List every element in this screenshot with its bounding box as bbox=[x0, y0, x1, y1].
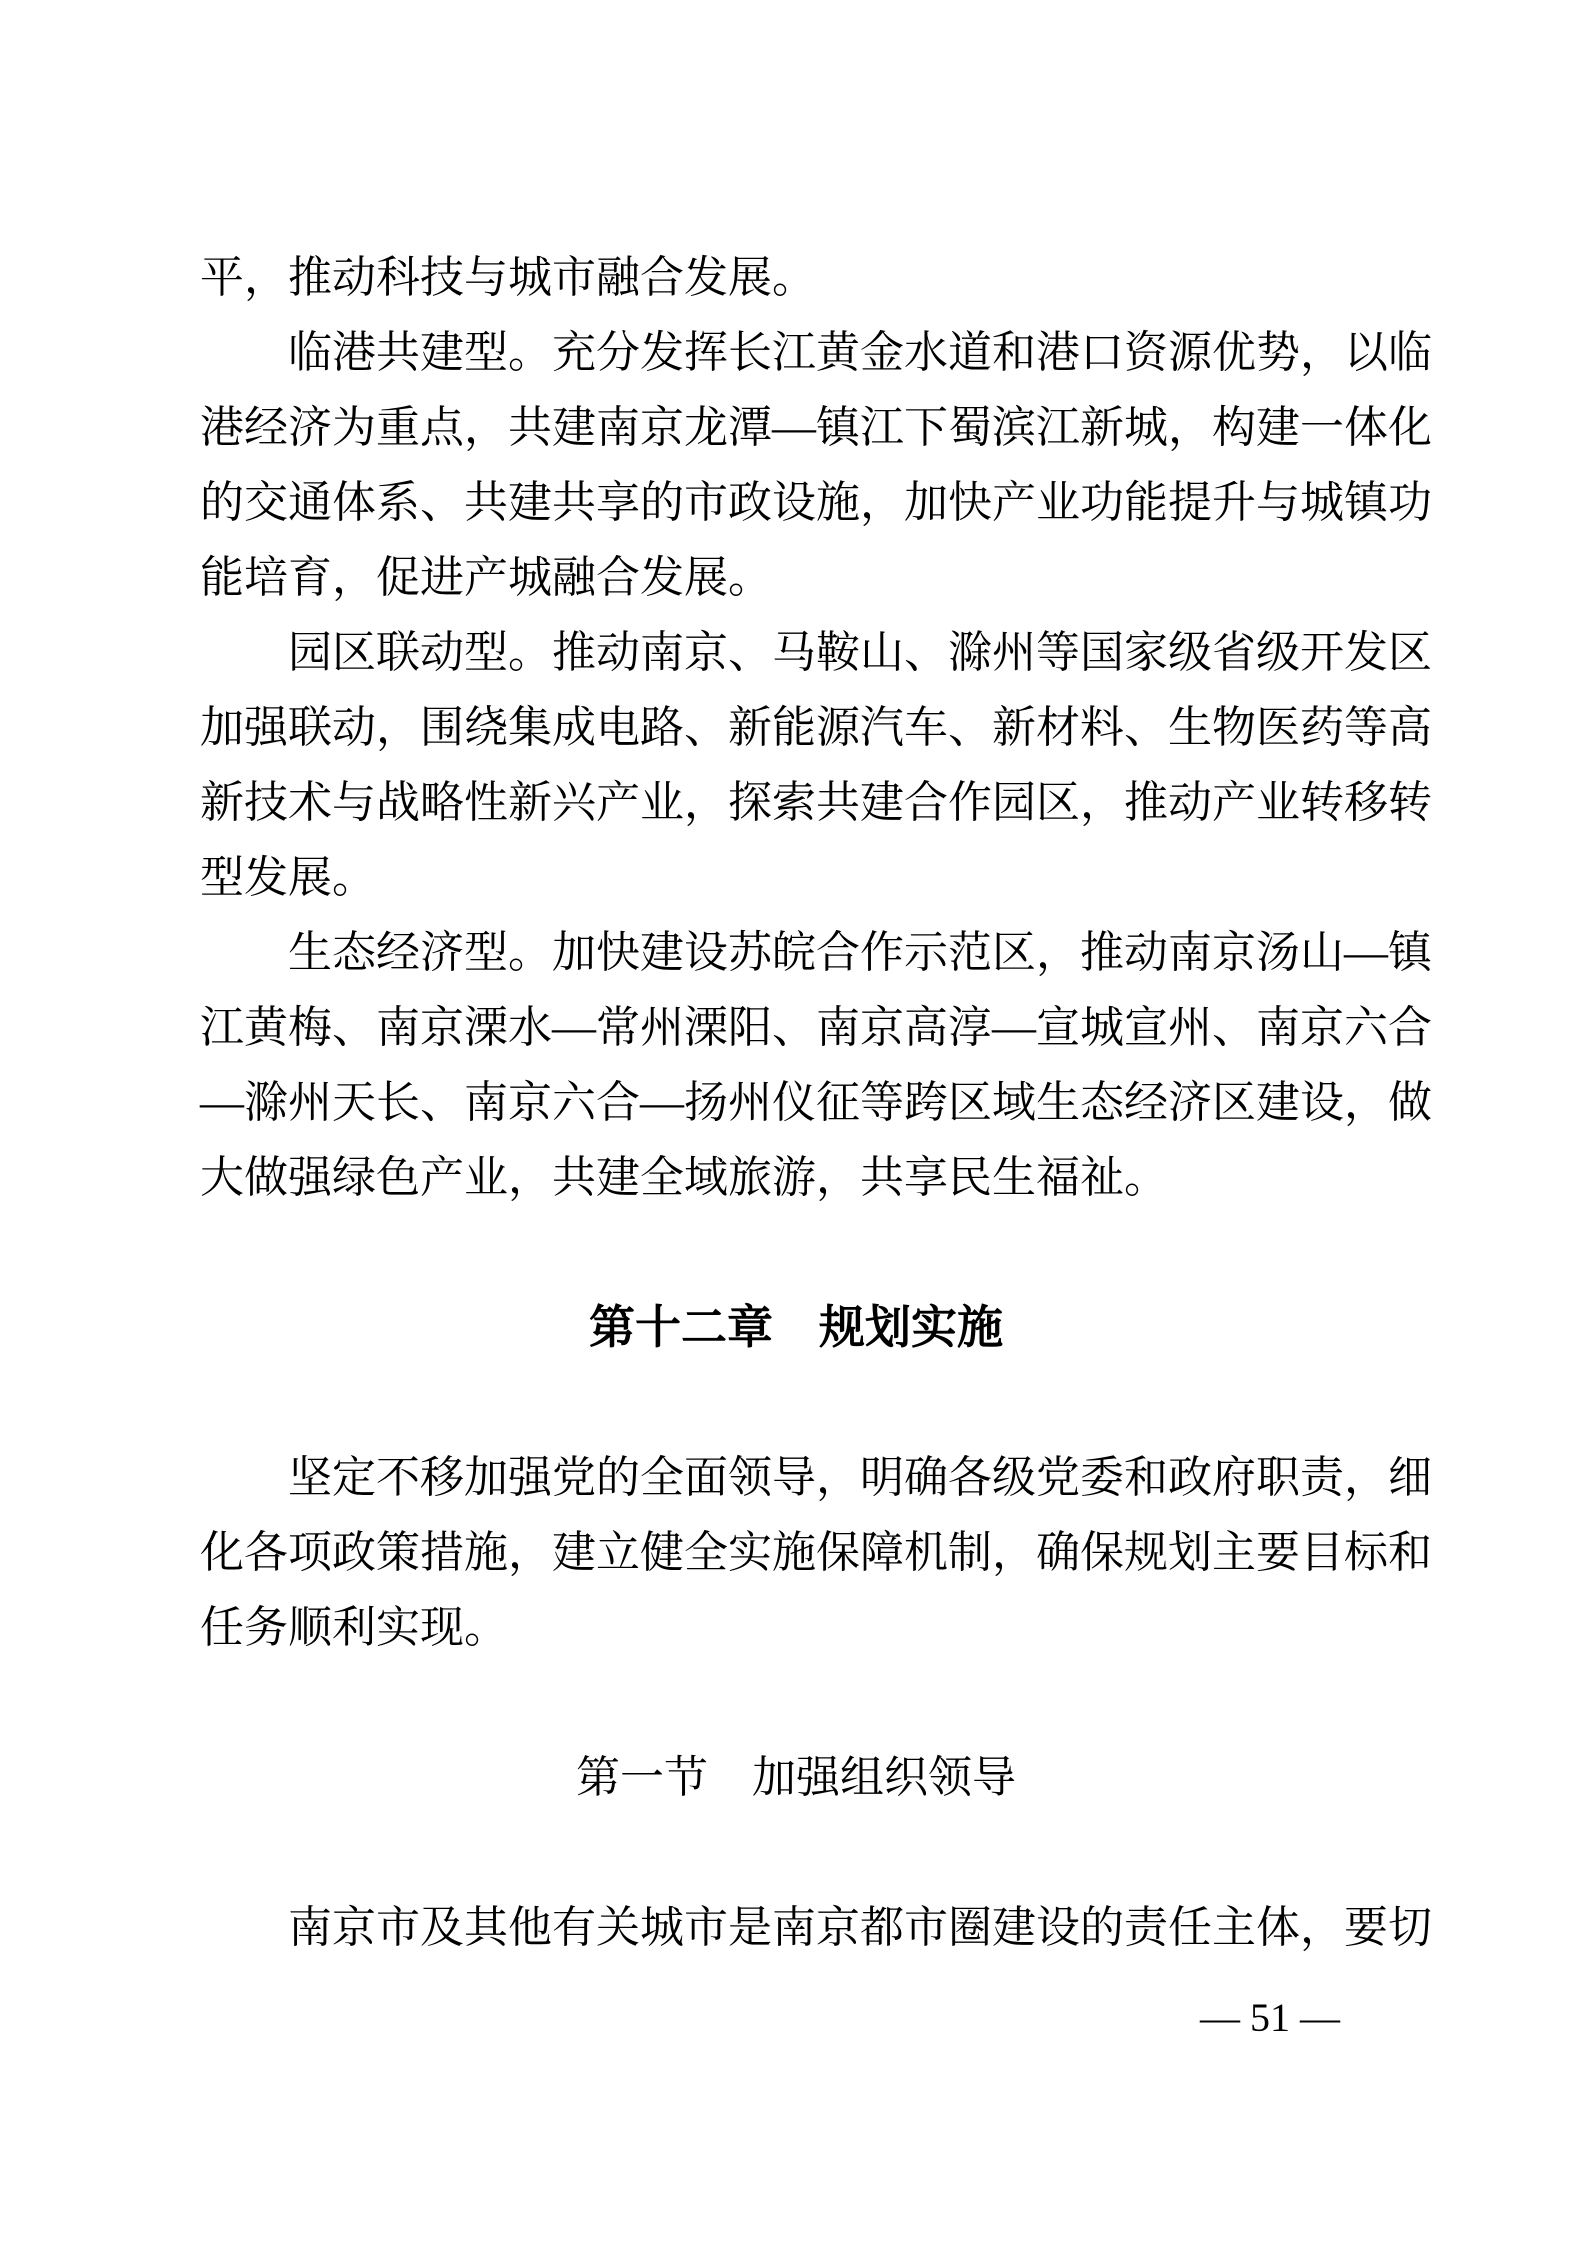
page-text-block bbox=[200, 240, 1432, 1965]
body-line: 加强联动，围绕集成电路、新能源汽车、新材料、生物医药等高 bbox=[200, 703, 1432, 752]
paragraph-shengtai-jingji bbox=[200, 915, 1432, 1215]
paragraph-guihua-shishi bbox=[200, 1440, 1432, 1665]
body-line: 南京市及其他有关城市是南京都市圈建设的责任主体，要切 bbox=[288, 1903, 1432, 1952]
paragraph-yuanqu-liandong bbox=[200, 615, 1432, 915]
paragraph-zeren-zhuti bbox=[200, 1890, 1432, 1965]
body-line: 化各项政策措施，建立健全实施保障机制，确保规划主要目标和 bbox=[200, 1528, 1432, 1577]
body-line: 大做强绿色产业，共建全域旅游，共享民生福祉。 bbox=[200, 1153, 1168, 1202]
body-line: 园区联动型。推动南京、马鞍山、滁州等国家级省级开发区 bbox=[288, 628, 1432, 677]
body-line: 的交通体系、共建共享的市政设施，加快产业功能提升与城镇功 bbox=[200, 478, 1432, 527]
body-line: 临港共建型。充分发挥长江黄金水道和港口资源优势，以临 bbox=[288, 328, 1432, 377]
page-number: — 51 — bbox=[1200, 1995, 1340, 2040]
body-line: 能培育，促进产城融合发展。 bbox=[200, 553, 772, 602]
body-line: —滁州天长、南京六合—扬州仪征等跨区域生态经济区建设，做 bbox=[200, 1078, 1432, 1127]
body-line: 江黄梅、南京溧水—常州溧阳、南京高淳—宣城宣州、南京六合 bbox=[200, 1003, 1432, 1052]
paragraph-continuation bbox=[200, 240, 1392, 315]
body-line: 坚定不移加强党的全面领导，明确各级党委和政府职责，细 bbox=[288, 1453, 1432, 1502]
body-line: 型发展。 bbox=[200, 853, 376, 902]
body-line: 任务顺利实现。 bbox=[200, 1603, 508, 1652]
chapter-heading: 第十二章 规划实施 bbox=[589, 1301, 1003, 1353]
section-heading: 第一节 加强组织领导 bbox=[576, 1753, 1016, 1802]
body-line: 生态经济型。加快建设苏皖合作示范区，推动南京汤山—镇 bbox=[288, 928, 1432, 977]
paragraph-lingang-gongjian bbox=[200, 315, 1432, 615]
body-line: 平，推动科技与城市融合发展。 bbox=[200, 253, 816, 302]
body-line: 港经济为重点，共建南京龙潭—镇江下蜀滨江新城，构建一体化 bbox=[200, 403, 1432, 452]
body-line: 新技术与战略性新兴产业，探索共建合作园区，推动产业转移转 bbox=[200, 778, 1432, 827]
